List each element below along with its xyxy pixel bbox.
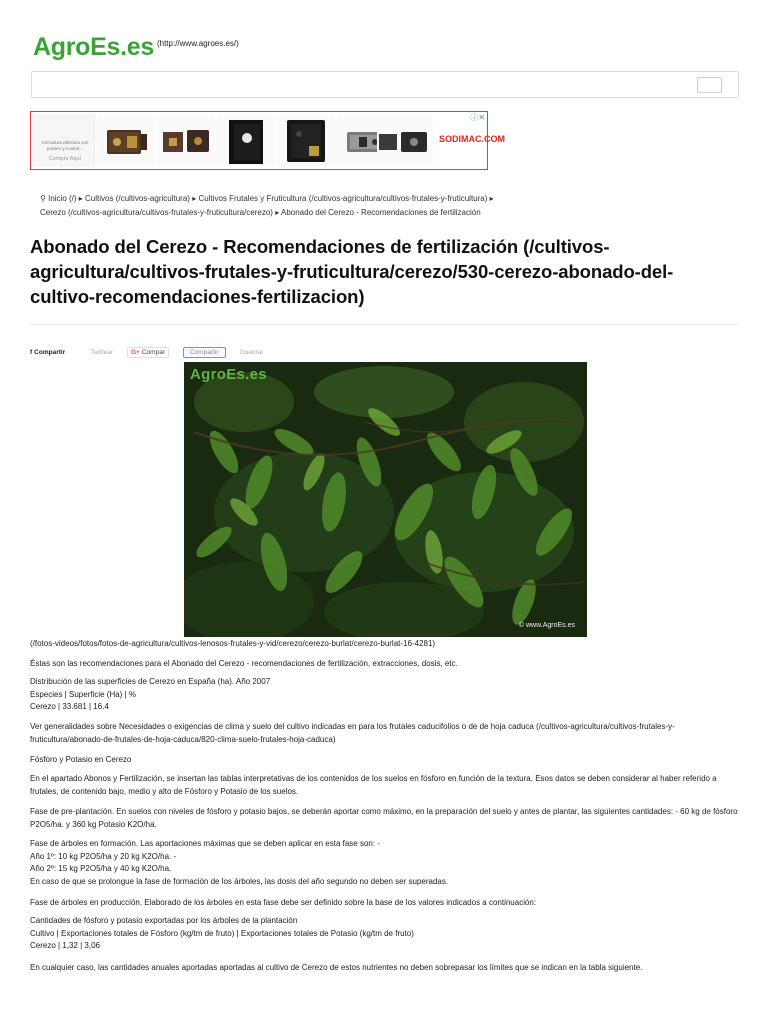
lock-product-image [97,116,155,166]
ad-intro-text: Cerradura eléctrica con portero y control... [41,140,89,151]
ad-banner[interactable] [30,111,505,170]
distribution-block [30,676,740,714]
photo-credit: © www.AgroEs.es [518,622,575,629]
ad-cta[interactable]: Compre Aquí [48,156,82,162]
map-marker-icon: ⚲ [40,194,46,203]
facebook-share-label: Compartir [34,348,66,356]
twitter-share-button[interactable]: Twittear [90,348,113,356]
production-paragraph: Fase de árboles en producción. Elaborado de los árboles en esta fase debe ser definido sobre la base de los valores indicados a continuación: [30,898,537,907]
breadcrumb-cerezo[interactable]: Cerezo (/cultivos-agricultura/cultivos-frutales-y-fruticultura/cerezo) [40,208,273,217]
ad-product-plate[interactable] [217,116,275,166]
ad-info-icon[interactable]: ⓘ [470,113,479,122]
chevron-right-icon: ▸ [275,208,280,217]
search-button[interactable] [697,77,722,93]
formation-title: Fase de árboles en formación. Las aportaciones máximas que se deben aplicar en esta fase son: - [30,839,380,848]
site-logo[interactable]: AgroEs.es [33,33,154,61]
climate-link-paragraph[interactable]: Ver generalidades sobre Necesidades o exigencias de clima y suelo del cultivo indicadas en para los frutales caducifolios o de de hoja caduca (/cultivos-agricultura/cultivos-frutales-y-fruticultura/abonado-de-frutales-de-hoja-caduca/820-clima-suelo-frutales-hoja-caduca) [30,722,675,744]
share-bar [30,344,263,360]
lock-product-image [157,116,215,166]
pre-plantation-paragraph: Fase de pre-plantación. En suelos con niveles de fósforo y potasio bajos, se deberán aportar como máximo, en la preparación del suelo y antes de plantar, las siguientes cantidades: - 60 kg de fósforo P2O5/ha. y 360 kg Potasio K2O/ha. [30,807,738,829]
search-input[interactable] [31,71,739,98]
distribution-header: Especies | Superficie (Ha) | % [30,689,136,699]
gplus-share-button[interactable] [127,347,169,358]
formation-year-2: Año 2º: 15 kg P2O5/ha y 40 kg K2O/ha. [30,864,172,873]
photo-watermark-logo: AgroEs.es [190,366,267,383]
ad-product-lock-1[interactable] [97,116,155,166]
facebook-share-button[interactable] [30,349,65,356]
breadcrumb [40,192,730,220]
formation-year-1: Año 1º: 10 kg P2O5/ha y 20 kg K2O/ha. - [30,851,177,861]
pinterest-save-button[interactable]: Guardar [239,348,264,356]
chevron-right-icon: ▸ [78,194,83,203]
sodimac-logo[interactable]: SODIMAC.COM [439,134,505,144]
breadcrumb-frutales[interactable]: Cultivos Frutales y Fruticultura (/cultivos-agricultura/cultivos-frutales-y-fruticultura) [198,194,488,203]
fosforo-potasio-paragraph: En el apartado Abonos y Fertilización, se insertan las tablas interpretativas de los contenidos de los suelos en fósforo en función de la textura. Esos datos se deben considerar al haber referido a frutales, de contenido bajo, medio y alto de Fósforo y Potasio de los suelos. [30,774,717,796]
exports-row: Cerezo | 1,32 | 3,06 [30,941,100,950]
lock-plate-image [217,116,275,166]
chevron-right-icon: ▸ [192,194,197,203]
chevron-right-icon: ▸ [489,194,494,203]
lock-product-image [277,116,335,166]
ad-product-lock-4[interactable] [377,116,433,166]
limits-paragraph: En cualquier caso, las cantidades anuales aportadas aportadas al cultivo de Cerezo de estos nutrientes no deben sobrepasar los límites que se indican en la tabla siguiente. [30,963,643,972]
ad-intro-panel[interactable] [33,114,95,167]
cherry-leaves-image [184,362,587,637]
site-url[interactable]: (http://www.agroes.es/) [156,39,239,48]
ad-info-close-icons[interactable] [470,112,485,123]
ad-product-lock-3[interactable] [277,116,335,166]
breadcrumb-current: Abonado del Cerezo - Recomendaciones de fertilización [281,208,481,217]
exports-title: Cantidades de fósforo y potasio exportadas por los árboles de la plantación [30,916,298,925]
distribution-title: Distribución de las superficies de Cerezo en España (ha). Año 2007 [30,677,271,686]
lock-product-image [377,116,433,166]
formation-block [30,838,740,888]
linkedin-share-button[interactable]: Compartir [183,347,226,358]
fosforo-potasio-title: Fósforo y Potasio en Cerezo [30,755,132,764]
intro-paragraph: Éstas son las recomendaciones para el Abonado del Cerezo - recomendaciones de fertilización, extracciones, dosis, etc. [30,659,458,668]
page-title[interactable]: Abonado del Cerezo - Recomendaciones de fertilización (/cultivos-agricultura/cultivos-frutales-y-fruticultura/cerezo/530-cerezo-abonado-del-cultivo-recomendaciones-fertilizacion) [30,236,674,307]
gplus-share-label: Compar [141,348,165,356]
distribution-row: Cerezo | 33.681 | 16.4 [30,702,109,711]
ad-close-icon[interactable]: ✕ [478,113,485,122]
photo-caption-link[interactable]: (/fotos-videos/fotos/fotos-de-agricultura/cultivos-lenosos-frutales-y-vid/cerezo/cerezo-burlat/cerezo-burlat-16-4281) [30,639,436,648]
cherry-tree-photo[interactable] [184,362,587,637]
site-header [33,33,239,63]
ad-product-lock-2[interactable] [157,116,215,166]
breadcrumb-cultivos[interactable]: Cultivos (/cultivos-agricultura) [85,194,190,203]
exports-block [30,915,740,953]
breadcrumb-home[interactable]: Inicio (/) [48,194,77,203]
gplus-icon: G+ [131,348,140,356]
exports-header: Cultivo | Exportaciones totales de Fósforo (kg/tm de fruto) | Exportaciones totales de Potasio (kg/tm de fruto) [30,928,414,938]
formation-note: En caso de que se prolongue la fase de formación de los árboles, las dosis del año segundo no deben ser superadas. [30,876,449,886]
divider [30,324,738,325]
facebook-icon: f [30,348,33,356]
